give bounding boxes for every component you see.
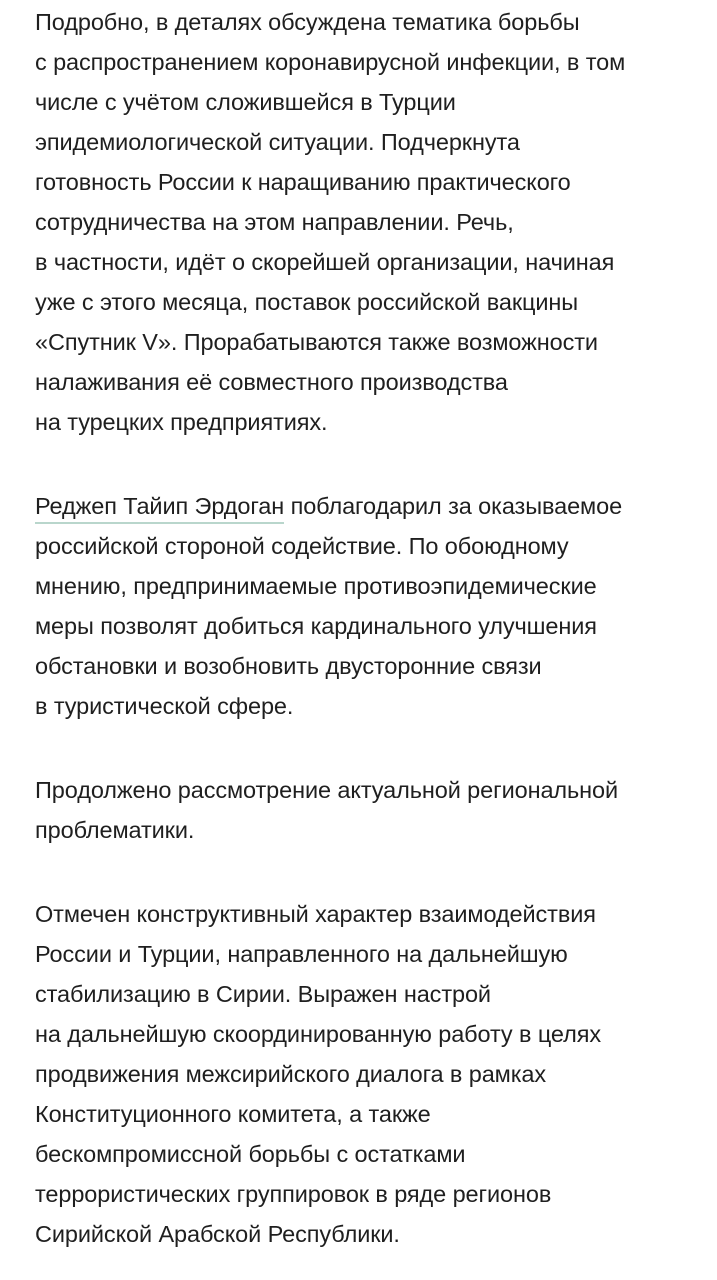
text-line: в туристической сфере. (35, 693, 294, 719)
text-line: стабилизацию в Сирии. Выражен настрой (35, 981, 491, 1007)
text-line: Подробно, в деталях обсуждена тематика борьбы (35, 9, 580, 35)
text-line: бескомпромиссной борьбы с остатками (35, 1141, 466, 1167)
text-line: меры позволят добиться кардинального улучшения (35, 613, 597, 639)
text-fragment: поблагодарил за оказываемое (284, 493, 623, 519)
paragraph-covid-cooperation (35, 2, 705, 442)
text-line: уже с этого месяца, поставок российской вакцины (35, 289, 579, 315)
person-link-erdogan[interactable]: Реджеп Тайип Эрдоган (35, 493, 284, 524)
text-line: на турецких предприятиях. (35, 409, 328, 435)
text-line: эпидемиологической ситуации. Подчеркнута (35, 129, 520, 155)
text-line: Конституционного комитета, а также (35, 1101, 431, 1127)
text-line: числе с учётом сложившейся в Турции (35, 89, 456, 115)
text-line: Сирийской Арабской Республики. (35, 1221, 400, 1247)
text-line: обстановки и возобновить двусторонние связи (35, 653, 542, 679)
text-line: российской стороной содействие. По обоюдному (35, 533, 569, 559)
article-body (35, 2, 705, 1254)
text-line: проблематики. (35, 817, 195, 843)
text-line: налаживания её совместного производства (35, 369, 508, 395)
paragraph-erdogan-thanks (35, 486, 705, 726)
text-line: Отмечен конструктивный характер взаимодействия (35, 901, 596, 927)
text-line: продвижения межсирийского диалога в рамках (35, 1061, 547, 1087)
text-line: готовность России к наращиванию практического (35, 169, 571, 195)
text-line: сотрудничества на этом направлении. Речь, (35, 209, 514, 235)
text-line: мнению, предпринимаемые противоэпидемические (35, 573, 597, 599)
text-line: Продолжено рассмотрение актуальной региональной (35, 777, 619, 803)
text-line: террористических группировок в ряде регионов (35, 1181, 552, 1207)
paragraph-syria-cooperation (35, 894, 705, 1254)
text-line: с распространением коронавирусной инфекции, в том (35, 49, 626, 75)
paragraph-regional-issues (35, 770, 705, 850)
text-line: России и Турции, направленного на дальнейшую (35, 941, 568, 967)
text-line: в частности, идёт о скорейшей организации, начиная (35, 249, 615, 275)
text-line: на дальнейшую скоординированную работу в целях (35, 1021, 601, 1047)
text-line (35, 486, 705, 526)
text-line: «Спутник V». Прорабатываются также возможности (35, 329, 598, 355)
